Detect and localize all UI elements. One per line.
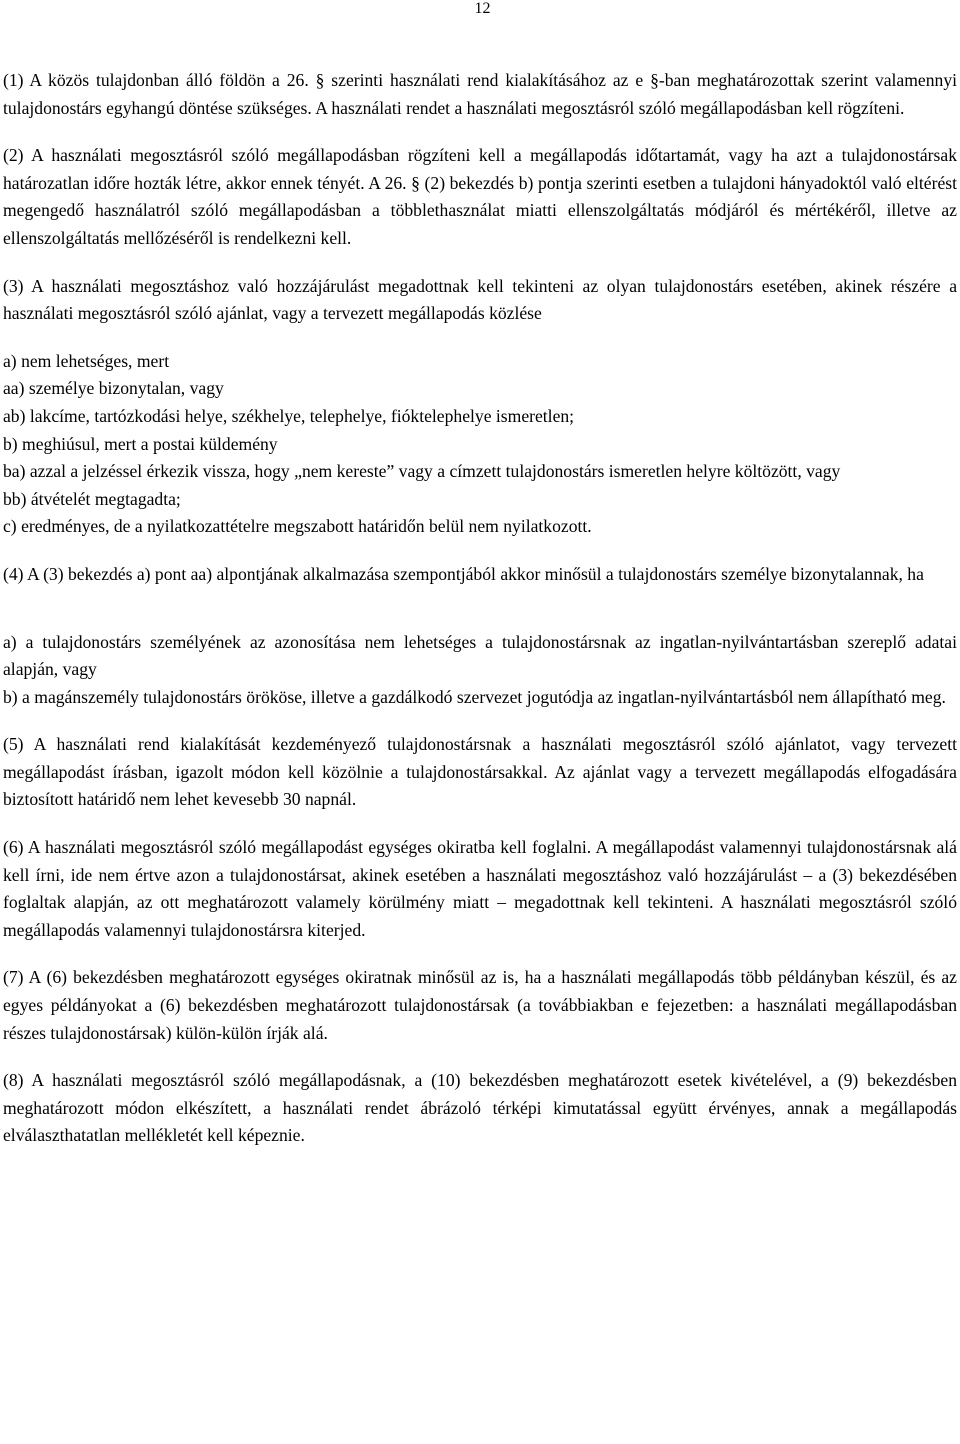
list-item: a) a tulajdonostárs személyének az azonosítása nem lehetséges a tulajdonostársnak az ingatlan-nyilvántartásban szereplő adatai alapján, vagy [3, 631, 957, 680]
paragraph-5: (5) A használati rend kialakítását kezdeményező tulajdonostársnak a használati megosztásról szóló ajánlatot, vagy tervezett megállapodást írásban, igazolt módon kell közölnie a tulajdonostársakkal. Az ajánlat vagy a tervezett megállapodás elfogadására biztosított határidő nem lehet kevesebb 30 napnál. [3, 734, 957, 810]
page-number: 12 [474, 0, 491, 17]
list-item: b) meghiúsul, mert a postai küldemény [3, 433, 278, 454]
paragraph-6: (6) A használati megosztásról szóló megállapodást egységes okiratba kell foglalni. A megállapodást valamennyi tulajdonostársnak alá kell írni, ide nem értve azon a tulajdonostársat, akinek esetében a használati megosztáshoz való hozzájárulást – a (3) bekezdésében foglaltak alapján, az ott meghatározott valamely körülmény miatt – megadottnak kell tekinteni. A használati megosztásról szóló megállapodás valamennyi tulajdonostársra kiterjed. [3, 837, 957, 940]
document-body [3, 67, 957, 1150]
paragraph-4: (4) A (3) bekezdés a) pont aa) alpontjának alkalmazása szempontjából akkor minősül a tulajdonostárs személye bizonytalannak, ha [3, 563, 924, 584]
list-item: bb) átvételét megtagadta; [3, 488, 181, 509]
paragraph-4-list [3, 629, 957, 712]
list-item: a) nem lehetséges, mert [3, 350, 170, 371]
paragraph-3-list [3, 348, 957, 541]
list-item: aa) személye bizonytalan, vagy [3, 378, 224, 399]
paragraph-1: (1) A közös tulajdonban álló földön a 26. § szerinti használati rend kialakításához az e §-ban meghatározottak szerint valamennyi tulajdonostárs egyhangú döntése szükséges. A használati rendet a használati megosztásról szóló megállapodásban kell rögzíteni. [3, 70, 957, 118]
list-item: b) a magánszemély tulajdonostárs örököse, illetve a gazdálkodó szervezet jogutódja az ingatlan-nyilvántartásból nem állapítható meg. [3, 686, 946, 707]
list-item: c) eredményes, de a nyilatkozattételre megszabott határidőn belül nem nyilatkozott. [3, 516, 592, 537]
paragraph-3: (3) A használati megosztáshoz való hozzájárulást megadottnak kell tekinteni az olyan tulajdonostárs esetében, akinek részére a használati megosztásról szóló ajánlat, vagy a tervezett megállapodás közlése [3, 275, 957, 324]
paragraph-8: (8) A használati megosztásról szóló megállapodásnak, a (10) bekezdésben meghatározott esetek kivételével, a (9) bekezdésben meghatározott módon elkészített, a használati rendet ábrázoló térképi kimutatással együtt érvényes, annak a megállapodás elválaszthatatlan mellékletét kell képeznie. [3, 1070, 957, 1146]
paragraph-2: (2) A használati megosztásról szóló megállapodásban rögzíteni kell a megállapodás időtartamát, vagy ha azt a tulajdonostársak határozatlan időre hozták létre, akkor ennek tényét. A 26. § (2) bekezdés b) pontja szerinti esetben a tulajdoni hányadoktól való eltérést megengedő használatról szóló megállapodásban a többlethasználat miatti ellenszolgáltatás módjáról és mértékéről, illetve az ellenszolgáltatás mellőzéséről is rendelkezni kell. [3, 145, 957, 248]
list-item: ba) azzal a jelzéssel érkezik vissza, hogy „nem kereste” vagy a címzett tulajdonostárs ismeretlen helyre költözött, vagy [3, 461, 841, 482]
list-item: ab) lakcíme, tartózkodási helye, székhelye, telephelye, fióktelephelye ismeretlen; [3, 405, 575, 426]
paragraph-7: (7) A (6) bekezdésben meghatározott egységes okiratnak minősül az is, ha a használati megállapodás több példányban készül, és az egyes példányokat a (6) bekezdésben meghatározott tulajdonostársak (a továbbiakban e fejezetben: a használati megállapodásban részes tulajdonostársak) külön-külön írják alá. [3, 967, 957, 1043]
